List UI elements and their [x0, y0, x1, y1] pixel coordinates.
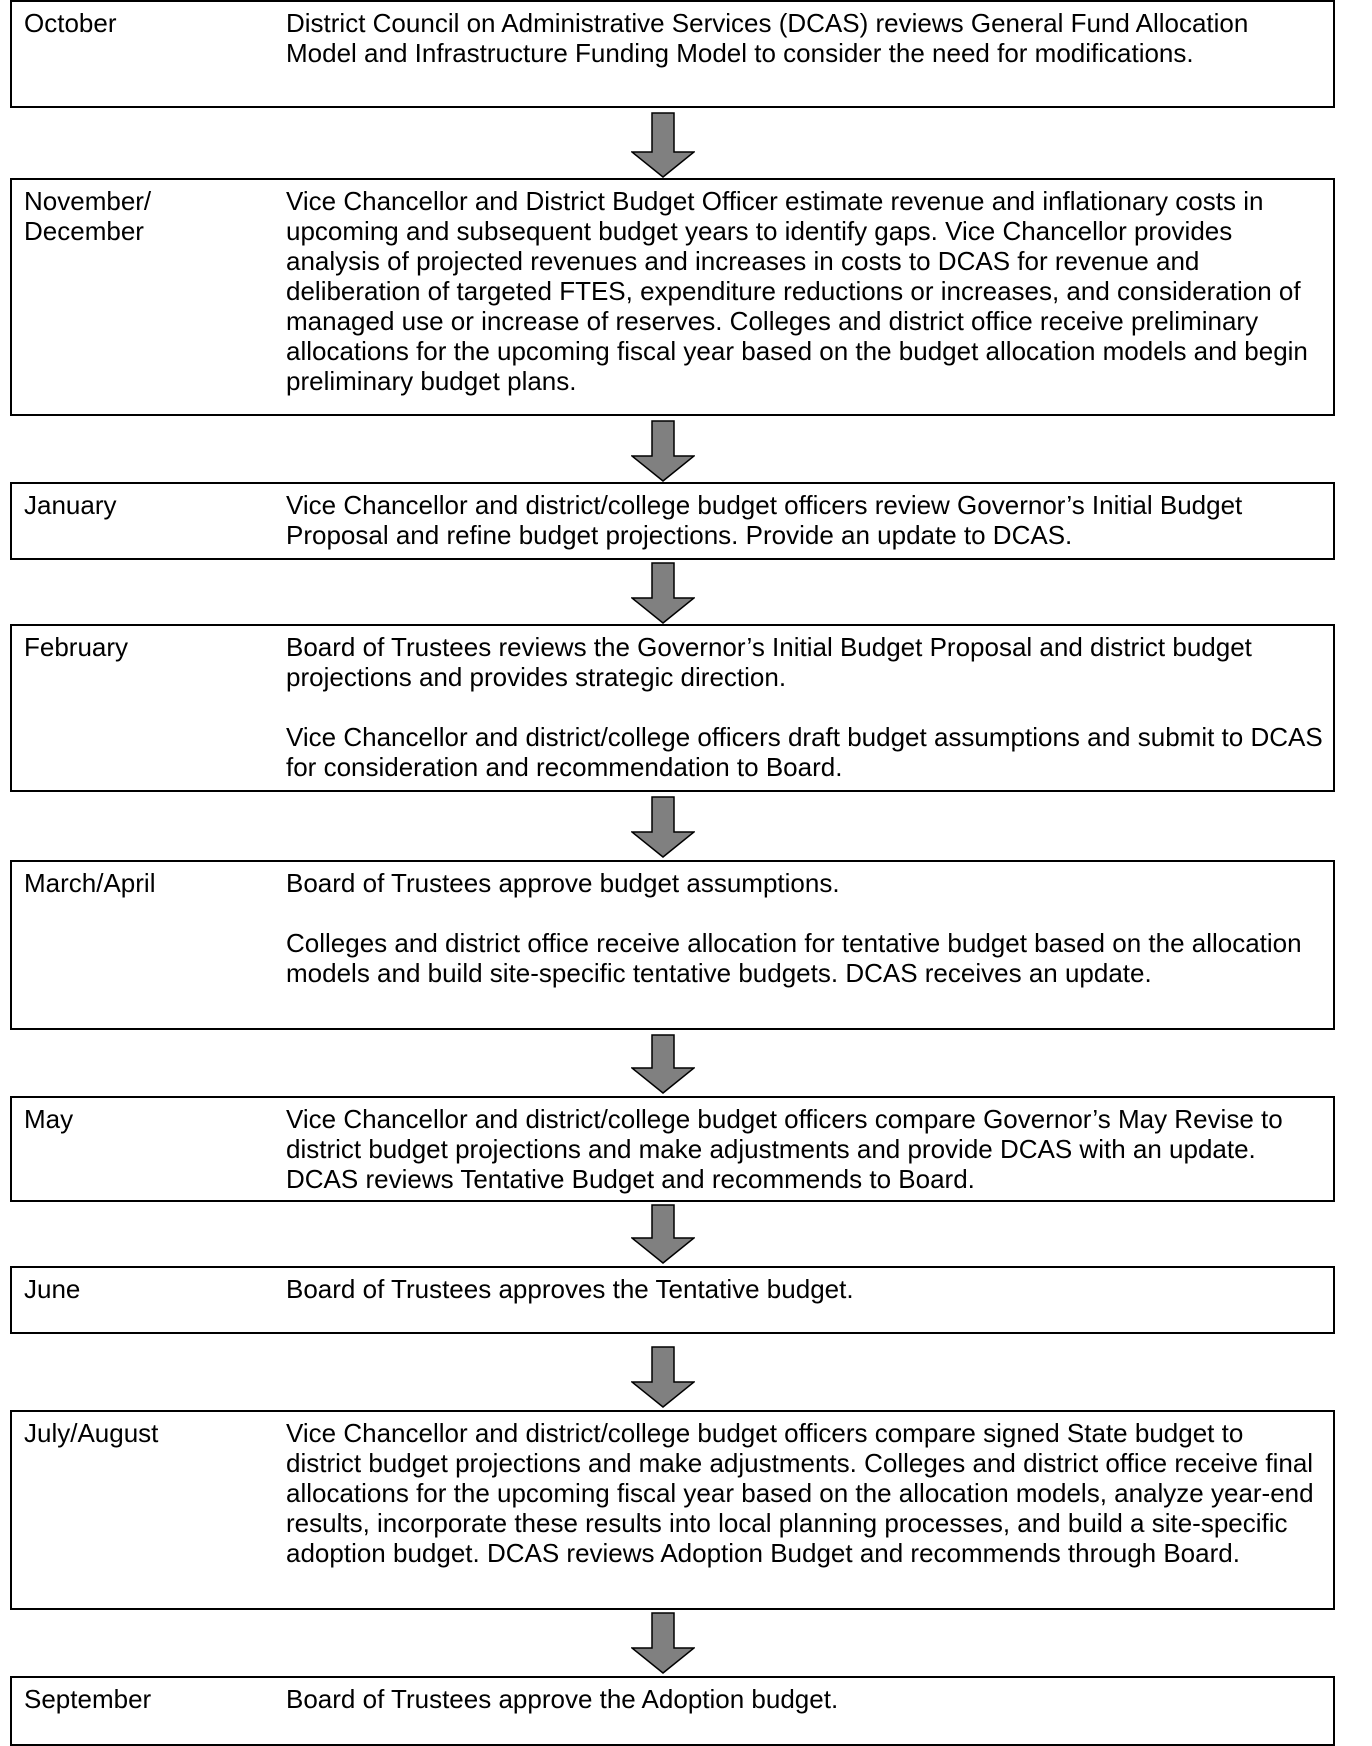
step-description — [286, 632, 1323, 782]
step-period: July/August — [24, 1418, 159, 1448]
down-arrow-icon — [631, 420, 695, 482]
step-description — [286, 1104, 1323, 1194]
step-description — [286, 1684, 1323, 1714]
step-description — [286, 490, 1323, 550]
description-paragraph: Colleges and district office receive allocation for tentative budget based on the allocation models and build site-specific tentative budgets. DCAS receives an update. — [286, 928, 1302, 988]
timeline-step-june — [10, 1266, 1335, 1334]
down-arrow-icon — [631, 796, 695, 858]
description-paragraph: Board of Trustees approve budget assumptions. — [286, 868, 840, 898]
step-description — [286, 186, 1323, 396]
step-period: January — [24, 490, 117, 520]
step-description — [286, 8, 1323, 68]
description-paragraph: Board of Trustees approves the Tentative budget. — [286, 1274, 854, 1304]
down-arrow-icon — [631, 112, 695, 178]
step-description — [286, 1418, 1323, 1568]
timeline-step-march-april — [10, 860, 1335, 1030]
step-period: November/ December — [24, 186, 152, 246]
step-period: June — [24, 1274, 81, 1304]
description-paragraph: Vice Chancellor and district/college budget officers review Governor’s Initial Budget Proposal and refine budget projections. Provide an update to DCAS. — [286, 490, 1243, 550]
step-period: May — [24, 1104, 74, 1134]
down-arrow-icon — [631, 1346, 695, 1408]
timeline-step-july-august — [10, 1410, 1335, 1610]
step-description — [286, 1274, 1323, 1304]
timeline-step-october — [10, 0, 1335, 108]
timeline-step-november-december — [10, 178, 1335, 416]
down-arrow-icon — [631, 1034, 695, 1094]
description-paragraph: Vice Chancellor and district/college budget officers compare Governor’s May Revise to district budget projections and make adjustments and provide DCAS with an update. DCAS reviews Tentative Budget and recommends to Board. — [286, 1104, 1283, 1194]
timeline-step-february — [10, 624, 1335, 792]
down-arrow-icon — [631, 1612, 695, 1674]
description-paragraph: District Council on Administrative Services (DCAS) reviews General Fund Allocation Model and Infrastructure Funding Model to consider the need for modifications. — [286, 8, 1249, 68]
description-paragraph: Vice Chancellor and district/college officers draft budget assumptions and submit to DCAS for consideration and recommendation to Board. — [286, 722, 1323, 782]
step-period: October — [24, 8, 117, 38]
description-paragraph: Board of Trustees approve the Adoption budget. — [286, 1684, 839, 1714]
step-description — [286, 868, 1323, 988]
step-period: February — [24, 632, 129, 662]
description-paragraph: Vice Chancellor and district/college budget officers compare signed State budget to district budget projections and make adjustments. Colleges and district office receive final allocations for the upcoming fiscal year based on the allocation models, analyze year-end results, incorporate these results into local planning processes, and build a site-specific adoption budget. DCAS reviews Adoption Budget and recommends through Board. — [286, 1418, 1314, 1568]
description-paragraph: Vice Chancellor and District Budget Officer estimate revenue and inflationary costs in upcoming and subsequent budget years to identify gaps. Vice Chancellor provides analysis of projected revenues and increases in costs to DCAS for revenue and deliberation of targeted FTES, expenditure reductions or increases, and consideration of managed use or increase of reserves. Colleges and district office receive preliminary allocations for the upcoming fiscal year based on the budget allocation models and begin preliminary budget plans. — [286, 186, 1308, 396]
step-period: September — [24, 1684, 152, 1714]
timeline-step-may — [10, 1096, 1335, 1202]
step-period: March/April — [24, 868, 156, 898]
down-arrow-icon — [631, 562, 695, 624]
timeline-step-september — [10, 1676, 1335, 1746]
down-arrow-icon — [631, 1204, 695, 1264]
timeline-step-january — [10, 482, 1335, 560]
description-paragraph: Board of Trustees reviews the Governor’s Initial Budget Proposal and district budget projections and provides strategic direction. — [286, 632, 1252, 692]
